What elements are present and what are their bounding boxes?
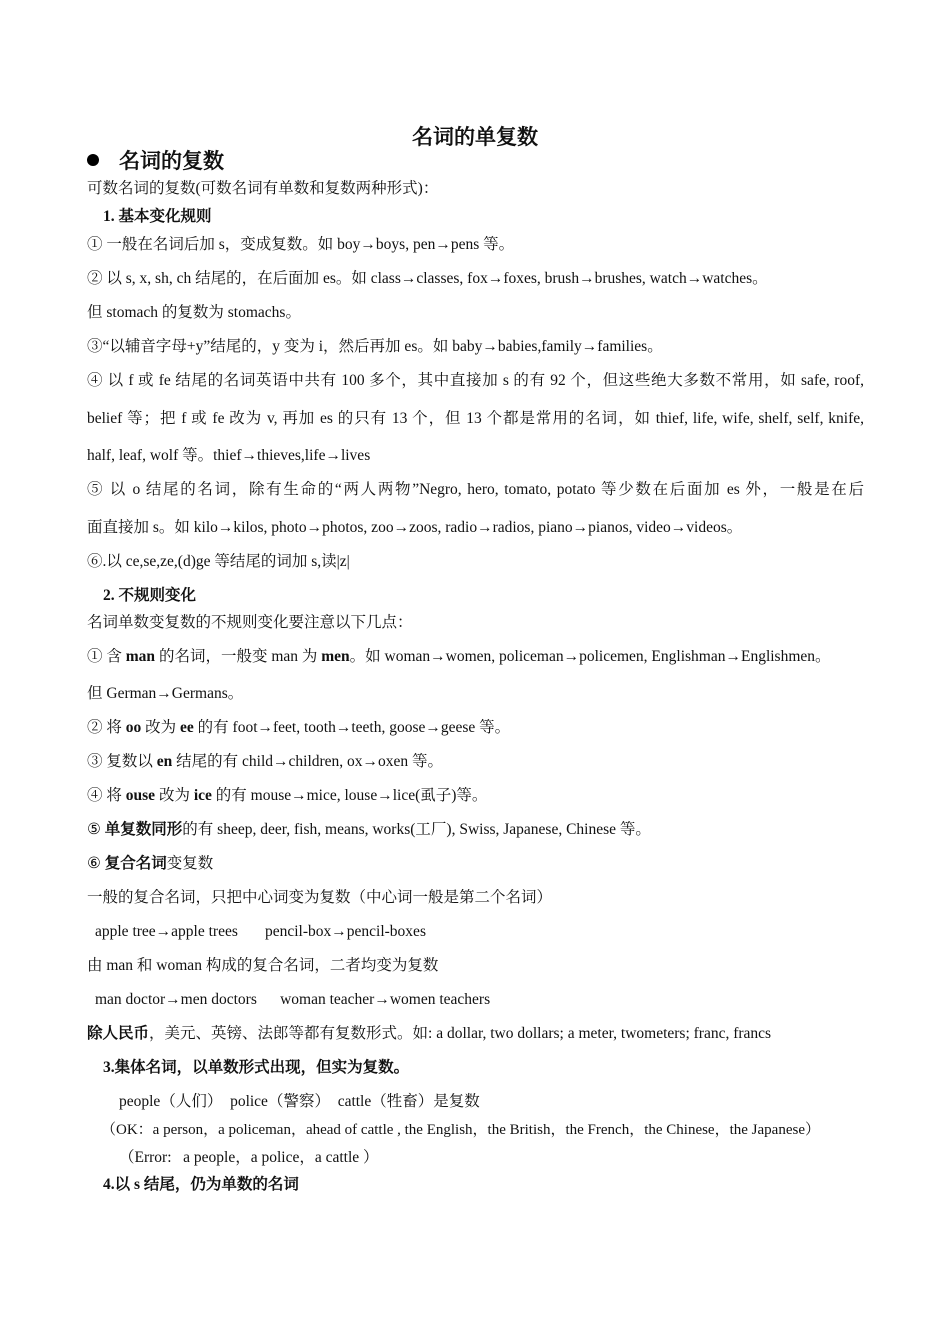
section-heading: [87, 148, 224, 174]
irregular-6: ⑥ 复合名词变复数: [87, 855, 214, 872]
irregular-5: ⑤ 单复数同形的有 sheep, deer, fish, means, works(工厂), Swiss, Japanese, Chinese 等。: [87, 821, 651, 838]
rule-3: ③“以辅音字母+y”结尾的，y 变为 i，然后再加 es。如 baby→babies,family→families。: [87, 338, 663, 355]
irregular-1: ① 含 man 的名词，一般变 man 为 men。如 woman→women, policeman→policemen, Englishman→Englishmen。: [87, 648, 831, 665]
currency-note: 除人民币，美元、英镑、法郎等都有复数形式。如: a dollar, two dollars; a meter, twometers; franc, francs: [87, 1025, 772, 1042]
irregular-intro: 名词单数变复数的不规则变化要注意以下几点：: [87, 614, 413, 631]
collective-error: （Error: a people，a police，a cattle ）: [119, 1149, 379, 1166]
rule-1: ① 一般在名词后加 s，变成复数。如 boy→boys, pen→pens 等。: [87, 236, 515, 253]
irregular-3: ③ 复数以 en 结尾的有 child→children, ox→oxen 等。: [87, 753, 444, 770]
compound-rule-2: 由 man 和 woman 构成的复合名词，二者均变为复数: [87, 957, 439, 974]
subheading-irregular: 2. 不规则变化: [103, 587, 197, 604]
rule-4-line-1: ④ 以 f 或 fe 结尾的名词英语中共有 100 多个，其中直接加 s 的有 92 个，但这些绝大多数不常用，如 safe, roof,: [87, 372, 864, 389]
rule-4-line-2: belief 等；把 f 或 fe 改为 v, 再加 es 的只有 13 个，但 13 个都是常用的名词，如 thief, life, wife, shelf, self, knife,: [87, 410, 864, 427]
irregular-4: ④ 将 ouse 改为 ice 的有 mouse→mice, louse→lice(虱子)等。: [87, 787, 488, 804]
section-heading-text: 名词的复数: [119, 149, 224, 173]
irregular-1-note: 但 German→Germans。: [87, 685, 244, 702]
rule-2: ② 以 s, x, sh, ch 结尾的，在后面加 es。如 class→classes, fox→foxes, brush→brushes, watch→watches。: [87, 270, 768, 287]
subheading-s-singular: 4.以 s 结尾，仍为单数的名词: [103, 1176, 299, 1193]
rule-5-line-2: 面直接加 s。如 kilo→kilos, photo→photos, zoo→zoos, radio→radios, piano→pianos, video→videos。: [87, 519, 743, 536]
bullet-icon: [87, 154, 99, 166]
page-title: 名词的单复数: [412, 125, 538, 149]
intro-text: 可数名词的复数(可数名词有单数和复数两种形式)：: [87, 180, 439, 197]
rule-2-note: 但 stomach 的复数为 stomachs。: [87, 304, 301, 321]
collective-example: people（人们） police（警察） cattle（牲畜）是复数: [119, 1093, 480, 1110]
compound-example-2: man doctor→men doctors woman teacher→women teachers: [95, 991, 491, 1008]
subheading-basic-rules: 1. 基本变化规则: [103, 208, 212, 225]
rule-6: ⑥.以 ce,se,ze,(d)ge 等结尾的词加 s,读|z|: [87, 553, 350, 570]
subheading-collective: 3.集体名词，以单数形式出现，但实为复数。: [103, 1059, 410, 1076]
compound-example-1: apple tree→apple trees pencil-box→pencil-boxes: [95, 923, 426, 940]
collective-ok: （OK：a person，a policeman，ahead of cattle , the English，the British，the French，the Chinese，the Japanese）: [101, 1122, 820, 1138]
rule-4-line-3: half, leaf, wolf 等。thief→thieves,life→lives: [87, 447, 371, 464]
rule-5-line-1: ⑤ 以 o 结尾的名词，除有生命的“两人两物”Negro, hero, tomato, potato 等少数在后面加 es 外，一般是在后: [87, 481, 864, 498]
compound-rule-1: 一般的复合名词，只把中心词变为复数（中心词一般是第二个名词）: [87, 889, 553, 906]
irregular-2: ② 将 oo 改为 ee 的有 foot→feet, tooth→teeth, goose→geese 等。: [87, 719, 511, 736]
